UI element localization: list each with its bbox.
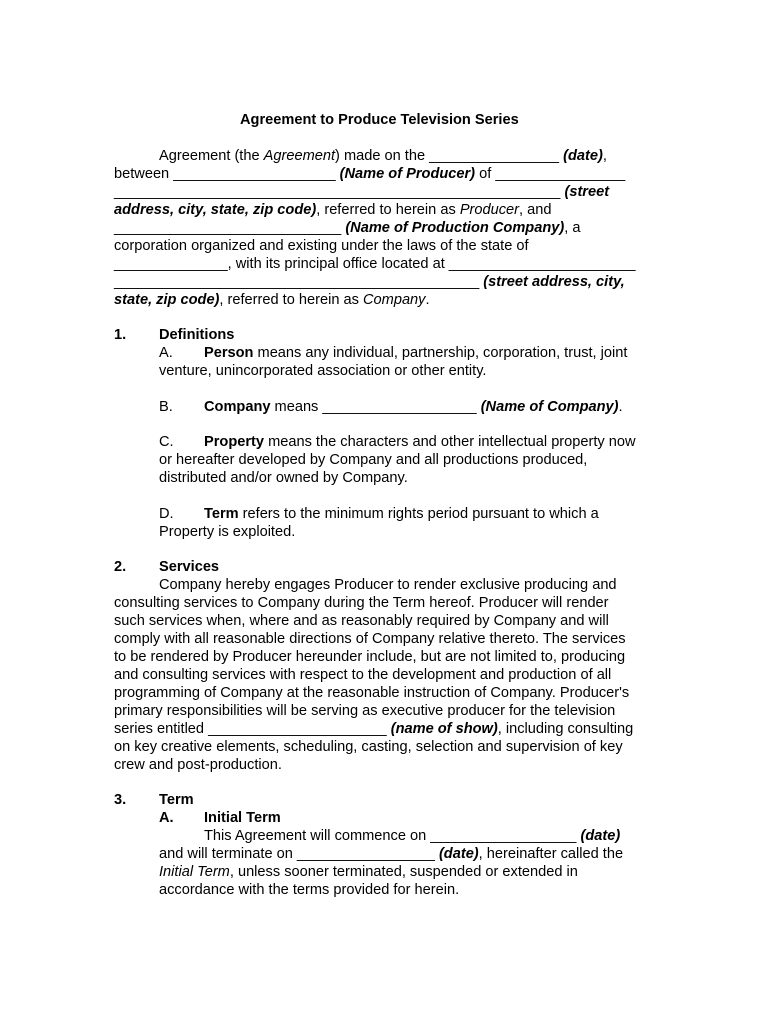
preamble-line-7: ______________, with its principal office located at _______________________: [114, 256, 636, 272]
preamble-line-3: _______________________________________________________ (street: [114, 184, 610, 200]
document-title: Agreement to Produce Television Series: [240, 112, 519, 128]
subsection-3a-letter: A.: [159, 810, 174, 826]
definition-c-letter: C.: [159, 434, 174, 450]
initial-term-line-2: and will terminate on _________________ (date), hereinafter called the: [159, 846, 624, 862]
services-line-11: crew and post-production.: [114, 757, 282, 773]
services-line-6: and consulting services with respect to the development and production of all: [114, 667, 612, 683]
services-line-3: such services when, where and as reasonably required by Company and will: [114, 613, 609, 629]
definition-b-letter: B.: [159, 399, 173, 415]
services-line-2: consulting services to Company during the Term hereof. Producer will render: [114, 595, 609, 611]
preamble-line-4: address, city, state, zip code), referred to herein as Producer, and: [114, 202, 552, 218]
services-line-4: comply with all reasonable directions of Company relative thereto. The services: [114, 631, 626, 647]
section-2-heading: Services: [159, 559, 220, 575]
services-line-10: on key creative elements, scheduling, casting, selection and supervision of key: [114, 739, 623, 755]
section-1-heading: Definitions: [159, 327, 235, 343]
initial-term-line-4: accordance with the terms provided for herein.: [159, 882, 460, 898]
preamble-line-2: between ____________________ (Name of Producer) of ________________: [114, 166, 626, 182]
preamble-line-6: corporation organized and existing under the laws of the state of: [114, 238, 529, 254]
preamble-line-5: ____________________________ (Name of Production Company), a: [114, 220, 581, 236]
preamble-line-8: _____________________________________________ (street address, city,: [114, 274, 625, 290]
definition-c-line-3: distributed and/or owned by Company.: [159, 470, 408, 486]
section-3-heading: Term: [159, 792, 194, 808]
services-line-9: series entitled ______________________ (name of show), including consulting: [114, 721, 634, 737]
initial-term-line-1: This Agreement will commence on __________________ (date): [204, 828, 621, 844]
section-1-number: 1.: [114, 327, 127, 343]
definition-d-letter: D.: [159, 506, 174, 522]
services-line-7: programming of Company at the reasonable instruction of Company. Producer's: [114, 685, 630, 701]
preamble-line-1: Agreement (the Agreement) made on the ________________ (date),: [159, 148, 607, 164]
services-line-5: to be rendered by Producer hereunder include, but are not limited to, producing: [114, 649, 626, 665]
definition-c-line-2: or hereafter developed by Company and all productions produced,: [159, 452, 588, 468]
services-line-1: Company hereby engages Producer to render exclusive producing and: [159, 577, 617, 593]
initial-term-line-3: Initial Term, unless sooner terminated, suspended or extended in: [159, 864, 578, 880]
definition-a-line-2: venture, unincorporated association or other entity.: [159, 363, 487, 379]
preamble-line-9: state, zip code), referred to herein as Company.: [114, 292, 430, 308]
subsection-3a-heading: Initial Term: [204, 810, 281, 826]
definition-a-line-1: Person means any individual, partnership, corporation, trust, joint: [204, 345, 628, 361]
section-3-number: 3.: [114, 792, 127, 808]
definition-c-line-1: Property means the characters and other intellectual property now: [204, 434, 636, 450]
section-2-number: 2.: [114, 559, 127, 575]
definition-a-letter: A.: [159, 345, 173, 361]
definition-d-line-1: Term refers to the minimum rights period pursuant to which a: [204, 506, 599, 522]
definition-b-line-1: Company means ___________________ (Name of Company).: [204, 399, 623, 415]
services-line-8: primary responsibilities will be serving as executive producer for the television: [114, 703, 616, 719]
definition-d-line-2: Property is exploited.: [159, 524, 296, 540]
